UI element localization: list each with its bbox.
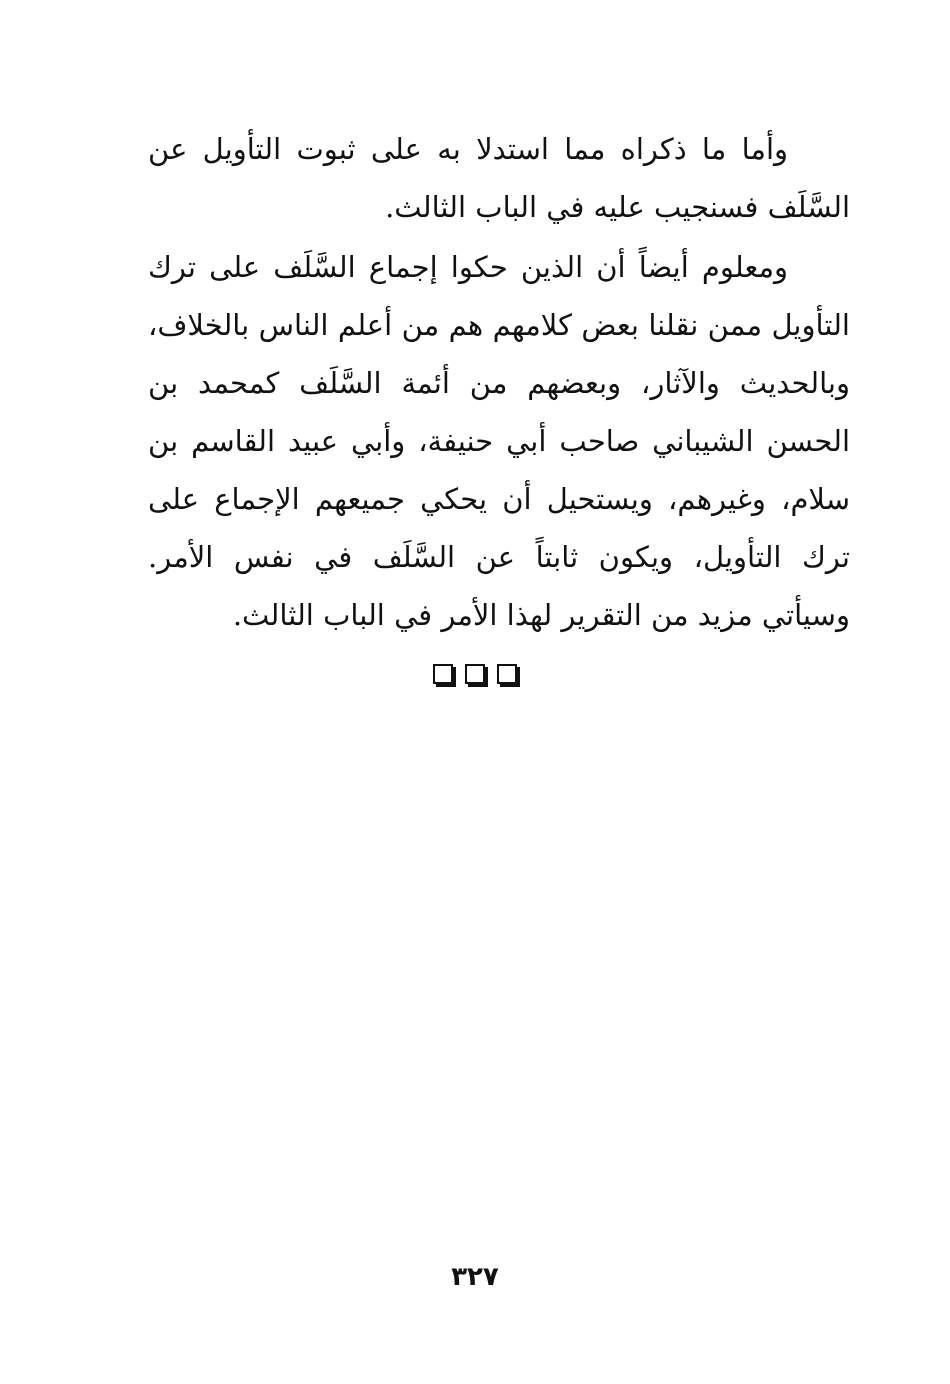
square-icon: [465, 664, 485, 684]
square-icon: [433, 664, 453, 684]
page-number: ٣٢٧: [451, 1262, 499, 1292]
page-body: [148, 120, 850, 646]
paragraph-1: وأما ما ذكراه مما استدلا به على ثبوت التأويل عن السَّلَف فسنجيب عليه في الباب الثالث.: [148, 132, 850, 224]
square-icon: [497, 664, 517, 684]
paragraph-2: ومعلوم أيضاً أن الذين حكوا إجماع السَّلَف على ترك التأويل ممن نقلنا بعض كلامهم هم من أعلم الناس بالخلاف، وبالحديث والآثار، وبعضهم من أئمة السَّلَف كمحمد بن الحسن الشيباني صاحب أبي حنيفة، وأبي عبيد القاسم بن سلام، وغيرهم، ويستحيل أن يحكي جميعهم الإجماع على ترك التأويل، ويكون ثابتاً عن السَّلَف في نفس الأمر. وسيأتي مزيد من التقرير لهذا الأمر في الباب الثالث.: [148, 250, 850, 632]
section-end-mark: [0, 664, 950, 684]
